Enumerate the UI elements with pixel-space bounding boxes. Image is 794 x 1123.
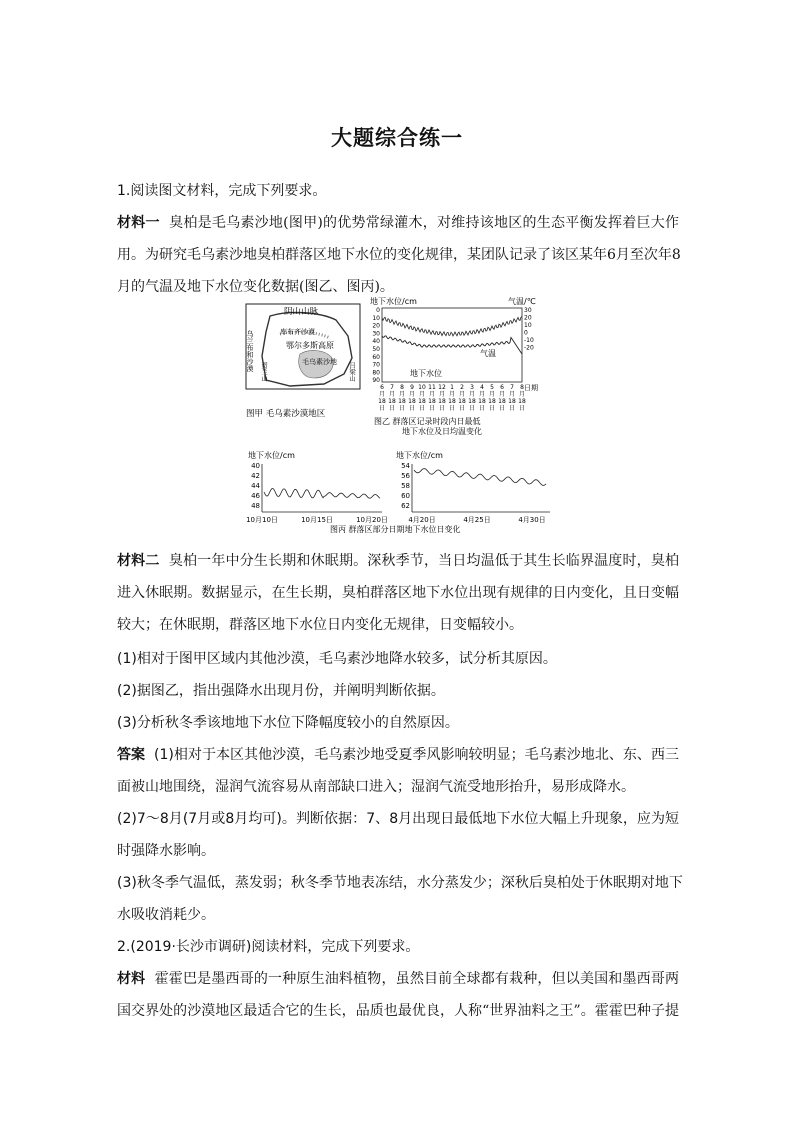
chart-yi-xtick: 1 (450, 384, 454, 391)
chart-yi-xtick: 18 (378, 398, 386, 405)
answer3-line1: (3)秋冬季气温低，蒸发弱；秋冬季节地表冻结，水分蒸发少；深秋后臭柏处于休眠期对地下 (117, 875, 683, 891)
chart-yi-xtick: 18 (418, 398, 426, 405)
chart-yi-xtick: 18 (458, 398, 466, 405)
chart-yi-xtick: 月 (448, 391, 456, 398)
bing-left-tick: 46 (251, 492, 260, 500)
bing-right-tick: 62 (401, 502, 410, 510)
chart-yi-xtick: 8 (520, 384, 524, 391)
material2-text: 臭柏一年中分生长期和休眠期。深秋季节，当日均温低于其生长临界温度时，臭柏 (168, 553, 680, 569)
q1-material2-line2: 进入休眠期。数据显示，在生长期，臭柏群落区地下水位出现有规律的日内变化，且日变幅 (117, 585, 679, 601)
q1-material1-line2: 用。为研究毛乌素沙地臭柏群落区地下水位的变化规律，某团队记录了该区某年6月至次年8 (117, 247, 681, 263)
answer-line1 (117, 744, 679, 764)
bing-left-line (264, 489, 380, 499)
chart-yi-right-tick: 10 (524, 322, 532, 329)
series-temperature-line (382, 317, 522, 336)
chart-yi-xtick: 日 (418, 405, 426, 412)
chart-yi-xtick: 18 (448, 398, 456, 405)
map-label-lvliang: 吕梁山 (348, 362, 356, 382)
map-jia (246, 304, 361, 419)
chart-yi-xtick: 7 (510, 384, 514, 391)
chart-yi-right-tick: -10 (524, 337, 534, 344)
map-label-ordos: 鄂尔多斯高原 (286, 341, 334, 350)
chart-yi-xtick: 18 (498, 398, 506, 405)
chart-yi-xtick: 2 (460, 384, 464, 391)
chart-yi-xtick: 月 (408, 391, 416, 398)
chart-yi-xtick: 月 (378, 391, 386, 398)
chart-yi-left-tick: 0 (376, 307, 380, 314)
chart-yi-xtick: 日 (448, 405, 456, 412)
bing-left-tick: 40 (251, 462, 260, 470)
chart-yi-left-tick: 30 (372, 330, 380, 338)
chart-yi-xtick: 月 (438, 391, 446, 398)
bing-right-line (414, 469, 546, 486)
answer1-line2: 面被山地围绕，湿润气流容易从南部缺口进入；湿润气流受地形抬升，易形成降水。 (117, 779, 635, 795)
bing-right-ylabel: 地下水位/cm (396, 451, 443, 460)
chart-bing-caption: 图丙 群落区部分日期地下水位日变化 (330, 525, 461, 534)
page-title: 大题综合练一 (331, 125, 463, 150)
chart-yi-xtick: 日 (508, 405, 516, 412)
chart-yi-xtick: 18 (518, 398, 526, 405)
chart-yi-xtick: 月 (488, 391, 496, 398)
map-label-mu-us: 毛乌素沙地 (302, 358, 337, 366)
chart-yi-xtick: 18 (468, 398, 476, 405)
chart-yi-temp-label: 气温 (480, 349, 496, 358)
bing-left-tick: 48 (251, 502, 260, 510)
chart-yi-xtick: 7 (390, 384, 394, 391)
chart-yi-xlabel: 日期 (524, 384, 538, 392)
chart-yi-xtick: 18 (408, 398, 416, 405)
answer-label: 答案 (117, 747, 146, 763)
chart-yi-left-tick: 20 (372, 322, 380, 330)
chart-yi-xtick: 日 (488, 405, 496, 412)
chart-yi-right-tick: 0 (524, 329, 528, 337)
chart-yi-xtick: 18 (488, 398, 496, 405)
chart-yi-left-tick: 10 (372, 314, 380, 322)
chart-yi-caption1: 图乙 群落区记录时段内日最低 (374, 417, 481, 426)
bing-right-xtick: 4月30日 (518, 516, 546, 524)
bing-left-ylabel: 地下水位/cm (248, 451, 295, 460)
chart-yi-xtick: 日 (438, 405, 446, 412)
material1-label: 材料一 (117, 215, 160, 231)
q2-material-label: 材料 (117, 971, 146, 987)
bing-right-tick: 54 (401, 462, 410, 470)
chart-yi-xtick: 日 (388, 405, 396, 412)
bing-right-tick: 56 (401, 472, 410, 480)
chart-yi-left-tick: 50 (372, 346, 380, 353)
chart-bing-right (396, 450, 550, 524)
bing-right-xtick: 4月25日 (463, 516, 491, 524)
chart-yi-xtick: 18 (508, 398, 516, 405)
chart-yi-xtick: 日 (478, 405, 486, 412)
q2-intro: 2.(2019·长沙市调研)阅读材料，完成下列要求。 (117, 939, 420, 955)
bing-left-tick: 44 (251, 482, 260, 490)
chart-yi-xtick: 月 (398, 391, 406, 398)
map-label-yinshan: 阴山山脉 (284, 307, 319, 317)
q2-material-line1 (117, 968, 679, 988)
chart-yi-xtick: 日 (408, 405, 416, 412)
bing-right-tick: 58 (401, 482, 410, 490)
map-caption: 图甲 毛乌素沙漠地区 (246, 409, 326, 419)
answer2-line1: (2)7～8月(7月或8月均可)。判断依据：7、8月出现日最低地下水位大幅上升现象，应为短 (117, 811, 679, 827)
chart-yi-left-tick: 80 (372, 369, 380, 377)
q1-question2: (2)据图乙，指出强降水出现月份，并阐明判断依据。 (117, 683, 445, 699)
chart-yi-ylabel-left: 地下水位/cm (370, 297, 417, 306)
map-label-helan: 贺兰山 (260, 362, 268, 382)
chart-yi-xtick: 18 (428, 398, 436, 405)
chart-yi-caption2: 地下水位及日均温变化 (402, 427, 482, 436)
chart-yi-xtick: 9 (410, 384, 414, 391)
chart-yi-xtick: 18 (388, 398, 396, 405)
map-label-kubuqi: 库布齐沙漠 (280, 328, 315, 336)
chart-yi-right-tick: 30 (524, 307, 532, 314)
chart-yi-water-label: 地下水位 (410, 369, 442, 378)
chart-yi-xtick: 月 (478, 391, 486, 398)
chart-yi-xtick: 日 (428, 405, 436, 412)
chart-yi-xtick: 11 (428, 384, 436, 391)
chart-yi-xtick: 日 (378, 405, 386, 412)
q2-material-line2: 国交界处的沙漠地区最适合它的生长，品质也最优良，人称“世界油料之王”。霍霍巴种子提 (117, 1003, 679, 1019)
map-label-wulanbuhe: 乌兰布和沙漠 (246, 330, 254, 372)
chart-bing-left (246, 450, 388, 524)
chart-yi-xtick: 18 (478, 398, 486, 405)
chart-yi-left-tick: 60 (372, 353, 380, 361)
chart-yi-right-tick: -20 (524, 344, 534, 352)
q2-material-text: 霍霍巴是墨西哥的一种原生油料植物，虽然目前全球都有栽种，但以美国和墨西哥两 (154, 971, 680, 987)
chart-yi-xtick: 月 (428, 391, 436, 398)
chart-yi-xtick: 18 (438, 398, 446, 405)
bing-right-tick: 60 (401, 492, 410, 500)
material1-text: 臭柏是毛乌素沙地(图甲)的优势常绿灌木，对维持该地区的生态平衡发挥着巨大作 (169, 215, 680, 231)
chart-yi-xtick: 日 (518, 405, 526, 412)
chart-yi-xtick: 日 (398, 405, 406, 412)
chart-yi-right-tick: 20 (524, 314, 532, 322)
chart-yi-left-tick: 70 (372, 361, 380, 369)
material2-label: 材料二 (117, 553, 160, 569)
chart-yi-xtick: 月 (468, 391, 476, 398)
chart-yi-xtick: 12 (438, 384, 446, 391)
chart-yi (370, 296, 538, 436)
chart-yi-xtick: 月 (418, 391, 426, 398)
chart-yi-xtick: 6 (380, 384, 384, 391)
chart-yi-xtick: 月 (498, 391, 506, 398)
chart-yi-xtick: 月 (388, 391, 396, 398)
chart-yi-ylabel-right: 气温/℃ (508, 297, 536, 306)
chart-yi-xtick: 月 (518, 391, 526, 398)
chart-yi-left-tick: 90 (372, 377, 380, 385)
chart-yi-xtick: 日 (498, 405, 506, 412)
figure-block (240, 296, 560, 536)
bing-left-tick: 42 (251, 472, 260, 480)
chart-yi-xtick: 日 (468, 405, 476, 412)
q1-material2-line3: 较大；在休眠期，群落区地下水位日内变化无规律，日变幅较小。 (117, 617, 523, 633)
chart-yi-xtick: 月 (508, 391, 516, 398)
q1-material1-line3: 月的气温及地下水位变化数据(图乙、图丙)。 (117, 279, 394, 295)
q1-intro: 1.阅读图文材料，完成下列要求。 (117, 183, 327, 199)
chart-yi-xtick: 5 (490, 384, 494, 391)
chart-yi-xtick: 日 (458, 405, 466, 412)
answer1-text: (1)相对于本区其他沙漠，毛乌素沙地受夏季风影响较明显；毛乌素沙地北、东、西三 (154, 747, 679, 763)
q1-material1-line1 (117, 212, 679, 232)
bing-left-xtick: 10月15日 (301, 516, 333, 524)
chart-yi-xtick: 18 (398, 398, 406, 405)
chart-yi-xtick: 4 (480, 384, 484, 391)
chart-yi-xtick: 8 (400, 384, 404, 391)
bing-left-xtick: 10月20日 (356, 516, 388, 524)
chart-yi-left-tick: 40 (372, 338, 380, 346)
q1-question1: (1)相对于图甲区域内其他沙漠，毛乌素沙地降水较多，试分析其原因。 (117, 651, 557, 667)
chart-yi-xtick: 月 (458, 391, 466, 398)
bing-left-xtick: 10月10日 (246, 516, 278, 524)
figure-svg (240, 296, 560, 536)
chart-yi-xtick: 3 (470, 384, 474, 391)
chart-yi-xtick: 10 (418, 384, 426, 391)
q1-question3: (3)分析秋冬季该地地下水位下降幅度较小的自然原因。 (117, 715, 459, 731)
series-groundwater-line (382, 336, 522, 354)
chart-yi-xtick: 6 (500, 384, 504, 391)
answer2-line2: 时强降水影响。 (117, 843, 215, 859)
answer3-line2: 水吸收消耗少。 (117, 907, 215, 923)
bing-right-xtick: 4月20日 (408, 516, 436, 524)
q1-material2-line1 (117, 550, 679, 570)
